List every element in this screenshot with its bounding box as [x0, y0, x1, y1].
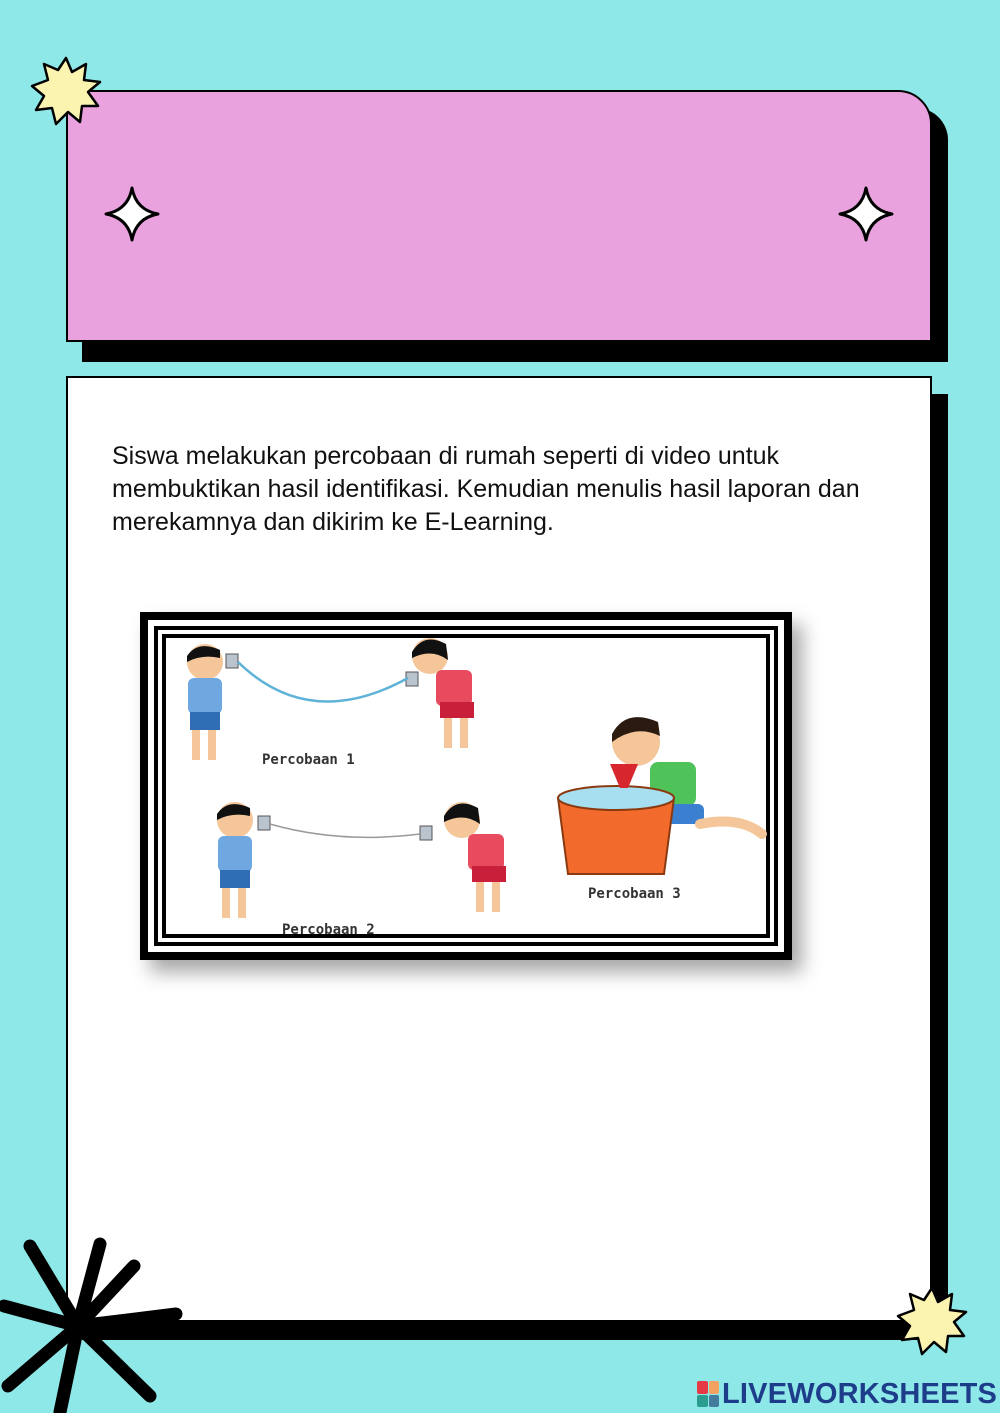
experiment-illustration-art	[140, 612, 792, 960]
caption-percobaan-1: Percobaan 1	[262, 752, 355, 768]
caption-percobaan-3: Percobaan 3	[588, 886, 681, 902]
liveworksheets-brand	[697, 1378, 997, 1410]
sparkle-icon-right	[838, 186, 894, 242]
caption-percobaan-2: Percobaan 2	[282, 922, 375, 938]
brand-text: LIVEWORKSHEETS	[722, 1377, 998, 1410]
experiment-illustration	[140, 612, 792, 960]
burst-icon-bottom-left	[0, 1236, 186, 1413]
starburst-icon-top	[30, 56, 102, 126]
header-card	[66, 90, 932, 342]
liveworksheets-logo-icon	[697, 1381, 719, 1407]
instruction-text: Siswa melakukan percobaan di rumah seperti di video untuk membuktikan hasil identifikasi. Kemudian menulis hasil laporan dan merekamnya dan dikirim ke E-Learning.	[112, 442, 860, 536]
sparkle-icon-left	[104, 186, 160, 242]
starburst-icon-bottom	[896, 1286, 968, 1356]
